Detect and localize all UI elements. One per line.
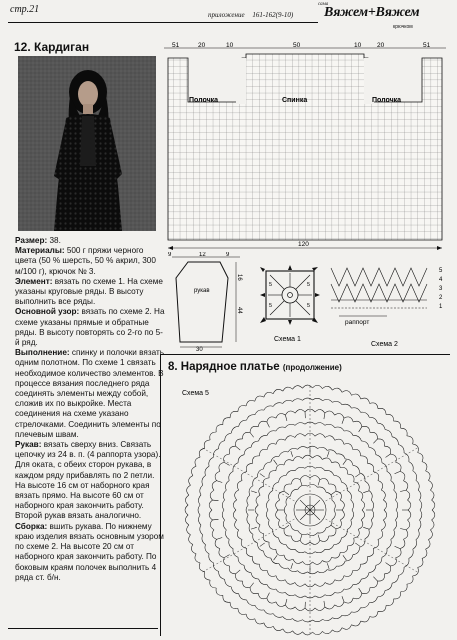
label-execution: Выполнение: <box>15 348 70 358</box>
motif2-row-3: 3 <box>439 286 443 292</box>
header-issue: 161-162(9-10) <box>252 11 294 19</box>
motif2-label: Схема 2 <box>371 341 398 348</box>
column-divider <box>160 354 161 636</box>
paragraph-element <box>15 277 165 308</box>
label-front-right: Полочка <box>372 97 402 104</box>
dim-top-3: 10 <box>226 42 234 49</box>
motif1-num-2: 5 <box>307 282 311 288</box>
dim-top-2: 20 <box>198 42 206 49</box>
logo-text: Вяжем+Вяжем <box>324 5 420 20</box>
header-section-name: приложение <box>208 11 245 19</box>
bottom-rule <box>8 628 158 629</box>
logo-subtitle: крючком <box>393 24 413 30</box>
logo-small-text: сама <box>318 2 329 7</box>
dim-top-5: 10 <box>354 42 362 49</box>
dress-continuation: (продолжение) <box>282 363 342 372</box>
motif2-row-1: 1 <box>439 304 443 310</box>
text-main-pattern: вязать по схеме 2. На схеме указаны прямые и обратные ряды. В высоту повторять со 2-го по 5-й ряд. <box>15 307 165 348</box>
article-title-dress <box>168 361 342 373</box>
crochet-chart-scheme-5 <box>168 380 453 638</box>
dim-top-4: 50 <box>293 42 301 49</box>
article-title-cardigan: 12. Кардиган <box>14 40 90 54</box>
label-sleeve: Рукав: <box>15 440 42 450</box>
paragraph-materials <box>15 246 165 277</box>
rapport-label: раппорт <box>345 319 370 326</box>
label-main-pattern: Основной узор: <box>15 307 80 317</box>
sleeve-dim-height-top: 16 <box>236 274 242 281</box>
motif2-row-5: 5 <box>439 268 443 274</box>
text-size: 38. <box>47 236 61 245</box>
text-assembly: вшить рукава. По нижнему краю изделия вязать основным узором по схеме 2. На высоте 20 см от наборного края закончить работу. По боковым краям полочек выполнить 4 ряда ст. б/н. <box>15 521 164 582</box>
dim-top-6: 20 <box>377 42 385 49</box>
sleeve-dim-height: 44 <box>236 307 242 314</box>
label-front-left: Полочка <box>189 97 219 104</box>
magazine-logo <box>318 0 450 36</box>
label-assembly: Сборка: <box>15 521 48 531</box>
section-divider <box>160 354 450 355</box>
paragraph-assembly <box>15 522 165 583</box>
sleeve-dim-top: 12 <box>199 252 206 258</box>
dim-top-1: 51 <box>172 42 180 49</box>
motif1-label: Схема 1 <box>274 336 301 343</box>
page-number: стр.21 <box>10 4 40 15</box>
article-text-cardigan <box>15 236 165 583</box>
scheme5-label: Схема 5 <box>182 390 209 397</box>
garment-schematic <box>160 40 450 252</box>
dim-top-7: 51 <box>423 42 431 49</box>
label-back: Спинка <box>282 97 308 104</box>
sleeve-dim-bottom: 30 <box>196 347 203 352</box>
dress-title: 8. Нарядное платье <box>168 361 280 373</box>
label-size: Размер: <box>15 236 48 245</box>
header-rule <box>8 22 318 23</box>
motif2-row-2: 2 <box>439 295 443 301</box>
sleeve-dim-right: 9 <box>226 252 230 258</box>
motif1-num-3: 5 <box>269 303 273 309</box>
text-element: вязать по схеме 1. На схеме указаны круговые ряды. В высоту выполнить все ряды. <box>15 276 163 307</box>
label-materials: Материалы: <box>15 246 65 256</box>
motif-scheme-1 <box>256 265 322 347</box>
paragraph-size <box>15 236 165 246</box>
text-materials: 500 г пряжи черного цвета (50 % шерсть, 50 % акрил, 300 м/100 г), крючок № 3. <box>15 246 156 276</box>
sleeve-schematic <box>166 252 246 352</box>
motif2-row-4: 4 <box>439 277 443 283</box>
paragraph-main-pattern <box>15 307 165 348</box>
label-element: Элемент: <box>15 276 53 286</box>
paragraph-execution <box>15 348 165 440</box>
header-section <box>208 11 293 19</box>
sleeve-label: рукав <box>194 288 210 294</box>
dim-bottom: 120 <box>298 241 309 248</box>
text-execution: спинку и полочки вязать одним полотном. По схеме 1 связать необходимое количество элементов. В процессе вязания последнего ряда соединять элементы между собой, сложив их по выкройке. Места соединения на схеме указано стрелочками. Соединить элементы по плечевым швам. <box>15 348 164 439</box>
model-photo <box>18 56 156 231</box>
motif-scheme-2 <box>325 262 450 350</box>
sleeve-dim-small: 9 <box>168 252 172 258</box>
motif1-num-4: 5 <box>307 303 311 309</box>
text-sleeve: вязать сверху вниз. Связать цепочку из 24 в. п. (4 раппорта узора). Для оката, с обеих сторон рукава, в каждом ряду прибавлять по 2 петли. На высоте 16 см от наборного края вязать прямо. На высоте 60 см от наборного края закончить работу. Второй рукав вязать аналогично. <box>15 440 161 521</box>
motif1-num-1: 5 <box>269 282 273 288</box>
paragraph-sleeve <box>15 440 165 522</box>
